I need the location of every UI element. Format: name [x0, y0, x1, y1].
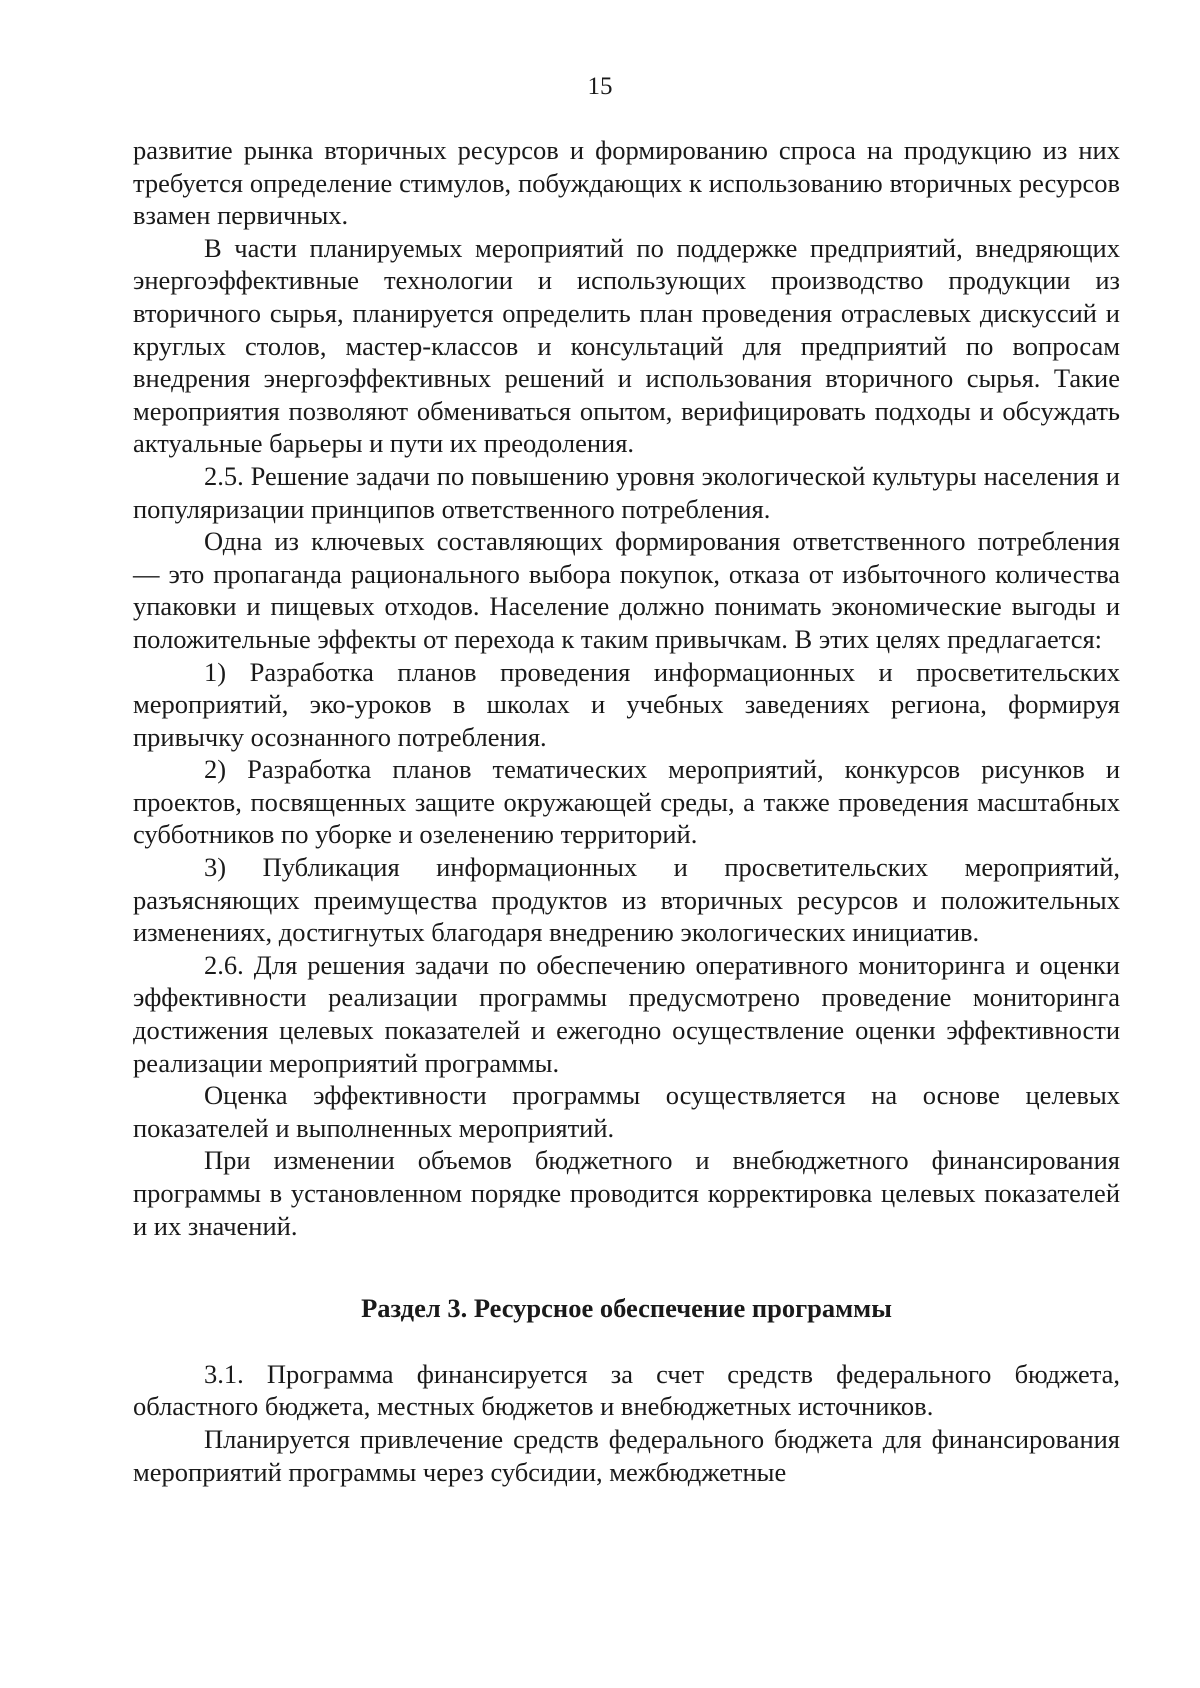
paragraph-3-1: 3.1. Программа финансируется за счет средств федерального бюджета, областного бюджета, местных бюджетов и внебюджетных источников. — [133, 1358, 1120, 1422]
page-number: 15 — [587, 73, 613, 100]
list-item-2: 2) Разработка планов тематических мероприятий, конкурсов рисунков и проектов, посвященных защите окружающей среды, а также проведения масштабных субботников по уборке и озеленению территорий. — [133, 754, 1120, 850]
paragraph-support-measures: В части планируемых мероприятий по поддержке предприятий, внедряющих энергоэффективные технологии и использующих производство продукции из вторичного сырья, планируется определить план проведения отраслевых дискуссий и круглых столов, мастер-классов и консультаций для предприятий по вопросам внедрения энергоэффективных решений и использования вторичного сырья. Такие мероприятия позволяют обмениваться опытом, верифицировать подходы и обсуждать актуальные барьеры и пути их преодоления. — [133, 232, 1120, 459]
list-item-3: 3) Публикация информационных и просветительских мероприятий, разъясняющих преимущества продуктов из вторичных ресурсов и положительных изменениях, достигнутых благодаря внедрению экологических инициатив. — [133, 852, 1120, 948]
paragraph-responsible-consumption: Одна из ключевых составляющих формирования ответственного потребления — это пропаганда рационального выбора покупок, отказа от избыточного количества упаковки и пищевых отходов. Население должно понимать экономические выгоды и положительные эффекты от перехода к таким привычкам. В этих целях предлагается: — [133, 526, 1120, 654]
paragraph-evaluation: Оценка эффективности программы осуществляется на основе целевых показателей и выполненных мероприятий. — [133, 1080, 1120, 1143]
paragraph-task-2-6: 2.6. Для решения задачи по обеспечению оперативного мониторинга и оценки эффективности реализации программы предусмотрено проведение мониторинга достижения целевых показателей и ежегодно осуществление оценки эффективности реализации мероприятий программы. — [133, 949, 1120, 1078]
document-body — [133, 134, 1120, 1488]
paragraph-task-2-5: 2.5. Решение задачи по повышению уровня экологической культуры населения и популяризации принципов ответственного потребления. — [133, 460, 1120, 524]
section-heading: Раздел 3. Ресурсное обеспечение программы — [361, 1293, 892, 1324]
paragraph-financing-change: При изменении объемов бюджетного и внебюджетного финансирования программы в установленном порядке проводится корректировка целевых показателей и их значений. — [133, 1145, 1120, 1241]
list-item-1: 1) Разработка планов проведения информационных и просветительских мероприятий, эко-уроков в школах и учебных заведениях региона, формируя привычку осознанного потребления. — [133, 656, 1120, 752]
paragraph-federal-funds: Планируется привлечение средств федерального бюджета для финансирования мероприятий программы через субсидии, межбюджетные — [133, 1423, 1120, 1487]
paragraph-continuation: развитие рынка вторичных ресурсов и формированию спроса на продукцию из них требуется определение стимулов, побуждающих к использованию вторичных ресурсов взамен первичных. — [133, 135, 1120, 231]
